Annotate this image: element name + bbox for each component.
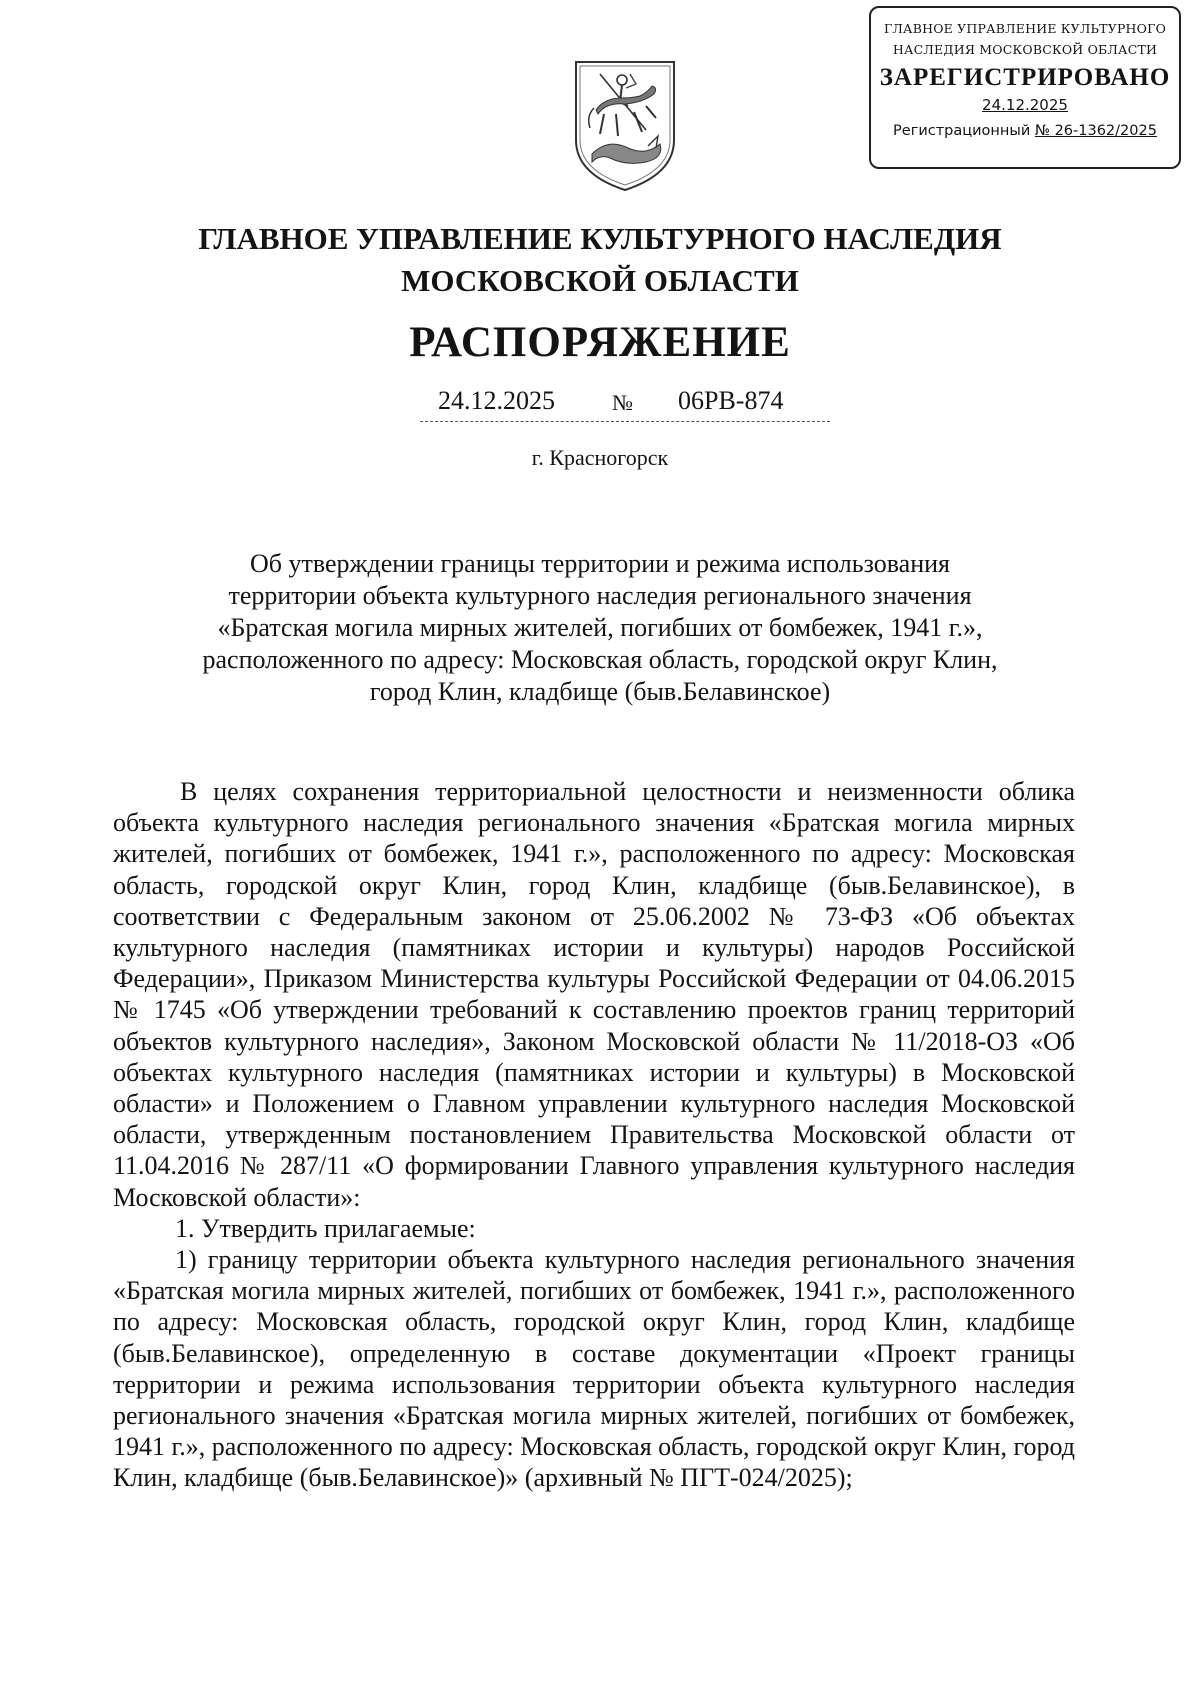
registration-stamp (869, 6, 1181, 169)
stamp-org-line-2: НАСЛЕДИЯ МОСКОВСКОЙ ОБЛАСТИ (892, 42, 1158, 57)
clause-1: 1. Утвердить прилагаемые: (175, 1213, 476, 1243)
document-number: 06РВ-874 (678, 386, 784, 415)
moscow-oblast-coat-of-arms-icon (570, 58, 680, 194)
organization-name (0, 218, 1200, 302)
organization-name-line-2: МОСКОВСКОЙ ОБЛАСТИ (401, 263, 799, 298)
subject-line: территории объекта культурного наследия регионального значения (228, 581, 972, 610)
stamp-date: 24.12.2025 (982, 96, 1068, 114)
preamble-paragraph: В целях сохранения территориальной целостности и неизменности облика объекта культурного наследия регионального значения «Братская могила мирных жителей, погибших от бомбежек, 1941 г.», расположенного по адресу: Московская область, городской округ Клин, город Клин, кладбище (быв.Белавинское), в соответствии с Федеральным законом от 25.06.2002 № 73-ФЗ «Об объектах культурного наследия (памятниках истории и культуры) народов Российской Федерации», Приказом Министерства культуры Российской Федерации от 04.06.2015 № 1745 «Об утверждении требований к составлению проектов границ территорий объектов культурного наследия», Законом Московской области № 11/2018-ОЗ «Об объектах культурного наследия (памятниках истории и культуры) в Московской области» и Положением о Главном управлении культурного наследия Московской области, утвержденным постановлением Правительства Московской области от 11.04.2016 № 287/11 «О формировании Главного управления культурного наследия Московской области»: (113, 777, 1075, 1212)
date-number-underline (420, 421, 830, 422)
clause-1-1: 1) границу территории объекта культурного наследия регионального значения «Братская могила мирных жителей, погибших от бомбежек, 1941 г.», расположенного по адресу: Московская область, городской округ Клин, город Клин, кладбище (быв.Белавинское), определенную в составе документации «Проект границы территории и режима использования территории объекта культурного наследия регионального значения «Братская могила мирных жителей, погибших от бомбежек, 1941 г.», расположенного по адресу: Московская область, городской округ Клин, город Клин, кладбище (быв.Белавинское)» (архивный № ПГТ-024/2025); (113, 1245, 1075, 1493)
document-type-title: РАСПОРЯЖЕНИЕ (409, 319, 791, 366)
date-number-line (420, 386, 830, 422)
stamp-reg-number: № 26-1362/2025 (1034, 123, 1157, 139)
subject-line: город Клин, кладбище (быв.Белавинское) (369, 677, 831, 706)
stamp-organization (871, 18, 1179, 60)
subject-line: Об утверждении границы территории и режима использования (250, 549, 950, 578)
organization-name-line-1: ГЛАВНОЕ УПРАВЛЕНИЕ КУЛЬТУРНОГО НАСЛЕДИЯ (198, 221, 1002, 256)
subject-line: расположенного по адресу: Московская область, городской округ Клин, (202, 645, 998, 674)
subject-line: «Братская могила мирных жителей, погибших от бомбежек, 1941 г.», (217, 613, 983, 642)
stamp-reg-label: Регистрационный (893, 123, 1031, 139)
stamp-status: ЗАРЕГИСТРИРОВАНО (879, 64, 1171, 91)
number-sign: № (612, 390, 633, 415)
city: г. Красногорск (531, 445, 669, 470)
document-subject (130, 548, 1070, 708)
document-body (113, 776, 1075, 1494)
stamp-registration-number (871, 123, 1179, 139)
document-date: 24.12.2025 (438, 386, 555, 415)
stamp-org-line-1: ГЛАВНОЕ УПРАВЛЕНИЕ КУЛЬТУРНОГО (883, 21, 1167, 36)
